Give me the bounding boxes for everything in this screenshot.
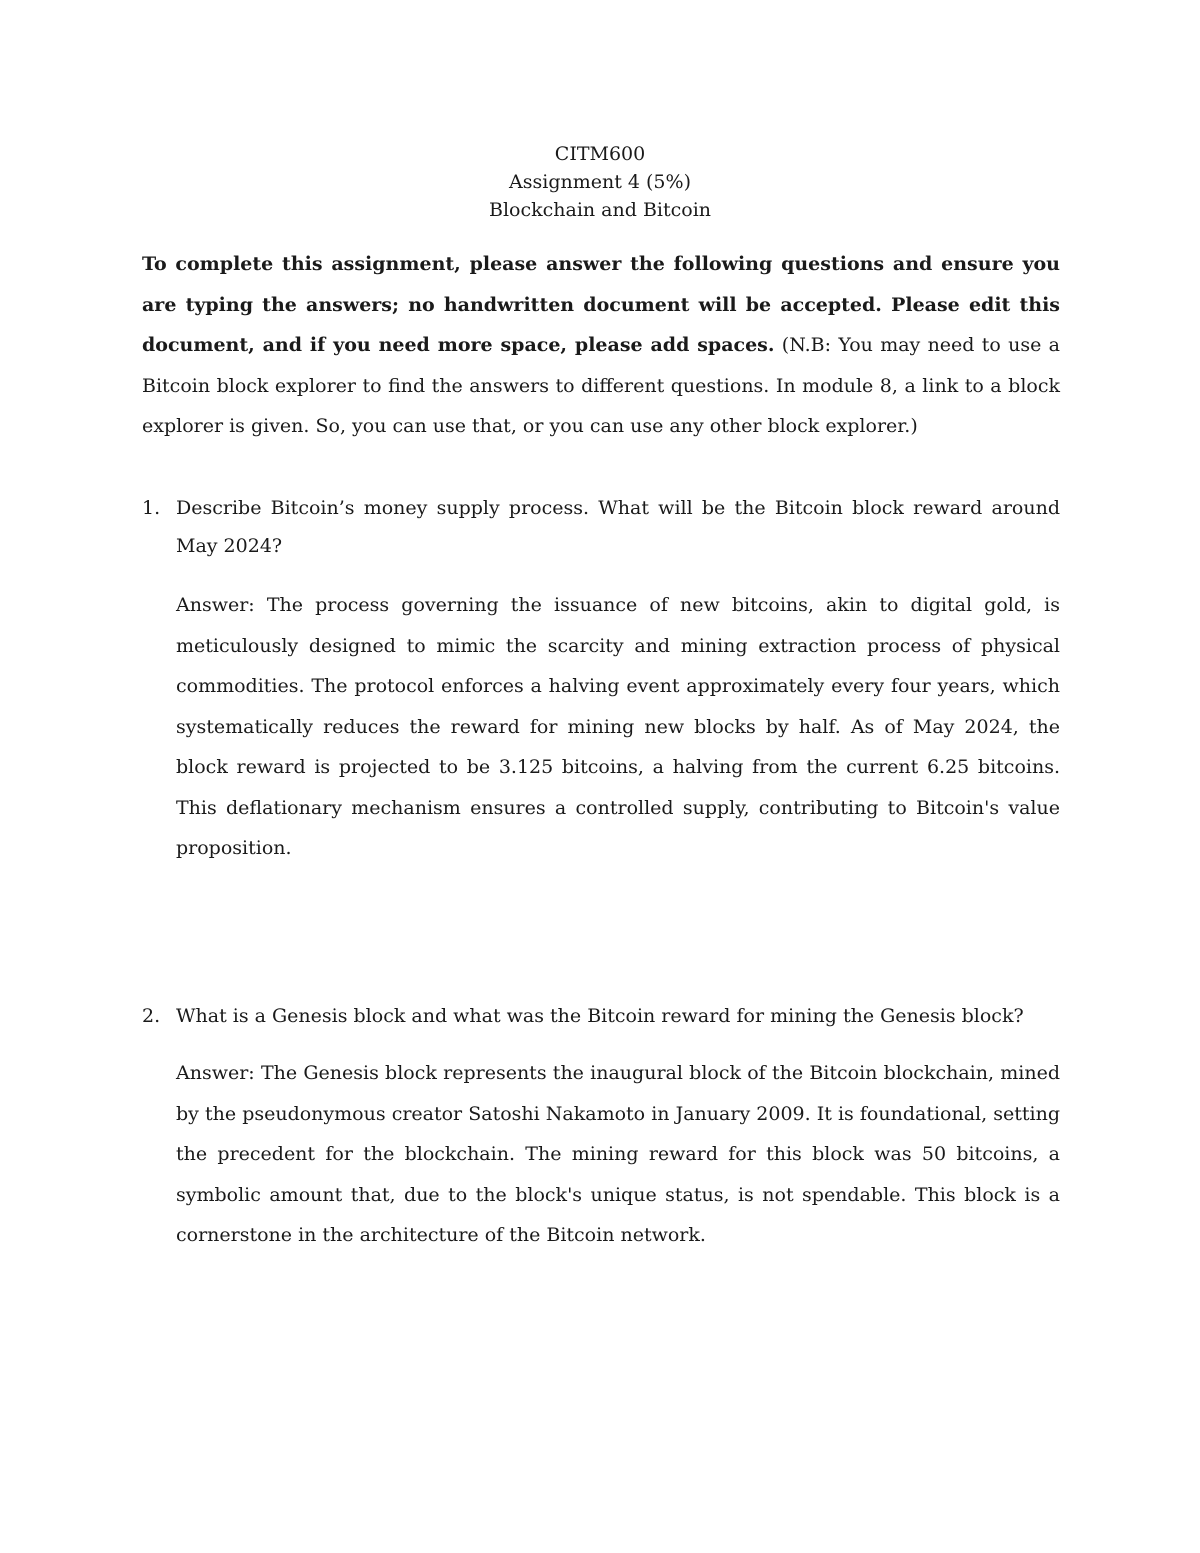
instructions-bold-text: To complete this assignment, please answer the following questions and ensure you are typing the answers; no handwritten document will be accepted. Please edit this document, and if you need more space, please add spaces. xyxy=(142,253,1060,356)
question-number: 1. xyxy=(142,497,161,519)
assignment-title: Assignment 4 (5%) xyxy=(509,171,691,193)
course-code: CITM600 xyxy=(554,143,646,165)
question-text: What is a Genesis block and what was the Bitcoin reward for mining the Genesis block? xyxy=(176,1005,1024,1027)
document-header xyxy=(0,140,1200,224)
instructions-paragraph xyxy=(142,244,1060,447)
question-number: 2. xyxy=(142,1005,161,1027)
question-1 xyxy=(142,489,1060,565)
assignment-topic: Blockchain and Bitcoin xyxy=(488,199,712,221)
instructions-note-text: (N.B: You may need to use a Bitcoin block explorer to find the answers to different questions. In module 8, a link to a block explorer is given. So, you can use that, or you can use any other block explorer.) xyxy=(142,334,1060,437)
answer-1: Answer: The process governing the issuance of new bitcoins, akin to digital gold, is meticulously designed to mimic the scarcity and mining extraction process of physical commodities. The protocol enforces a halving event approximately every four years, which systematically reduces the reward for mining new blocks by half. As of May 2024, the block reward is projected to be 3.125 bitcoins, a halving from the current 6.25 bitcoins. This deflationary mechanism ensures a controlled supply, contributing to Bitcoin's value proposition. xyxy=(176,594,1060,859)
answer-2: Answer: The Genesis block represents the inaugural block of the Bitcoin blockchain, mined by the pseudonymous creator Satoshi Nakamoto in January 2009. It is foundational, setting the precedent for the blockchain. The mining reward for this block was 50 bitcoins, a symbolic amount that, due to the block's unique status, is not spendable. This block is a cornerstone in the architecture of the Bitcoin network. xyxy=(176,1062,1060,1246)
question-text: Describe Bitcoin’s money supply process. What will be the Bitcoin block reward around May 2024? xyxy=(176,497,1060,557)
question-2 xyxy=(142,997,1060,1035)
